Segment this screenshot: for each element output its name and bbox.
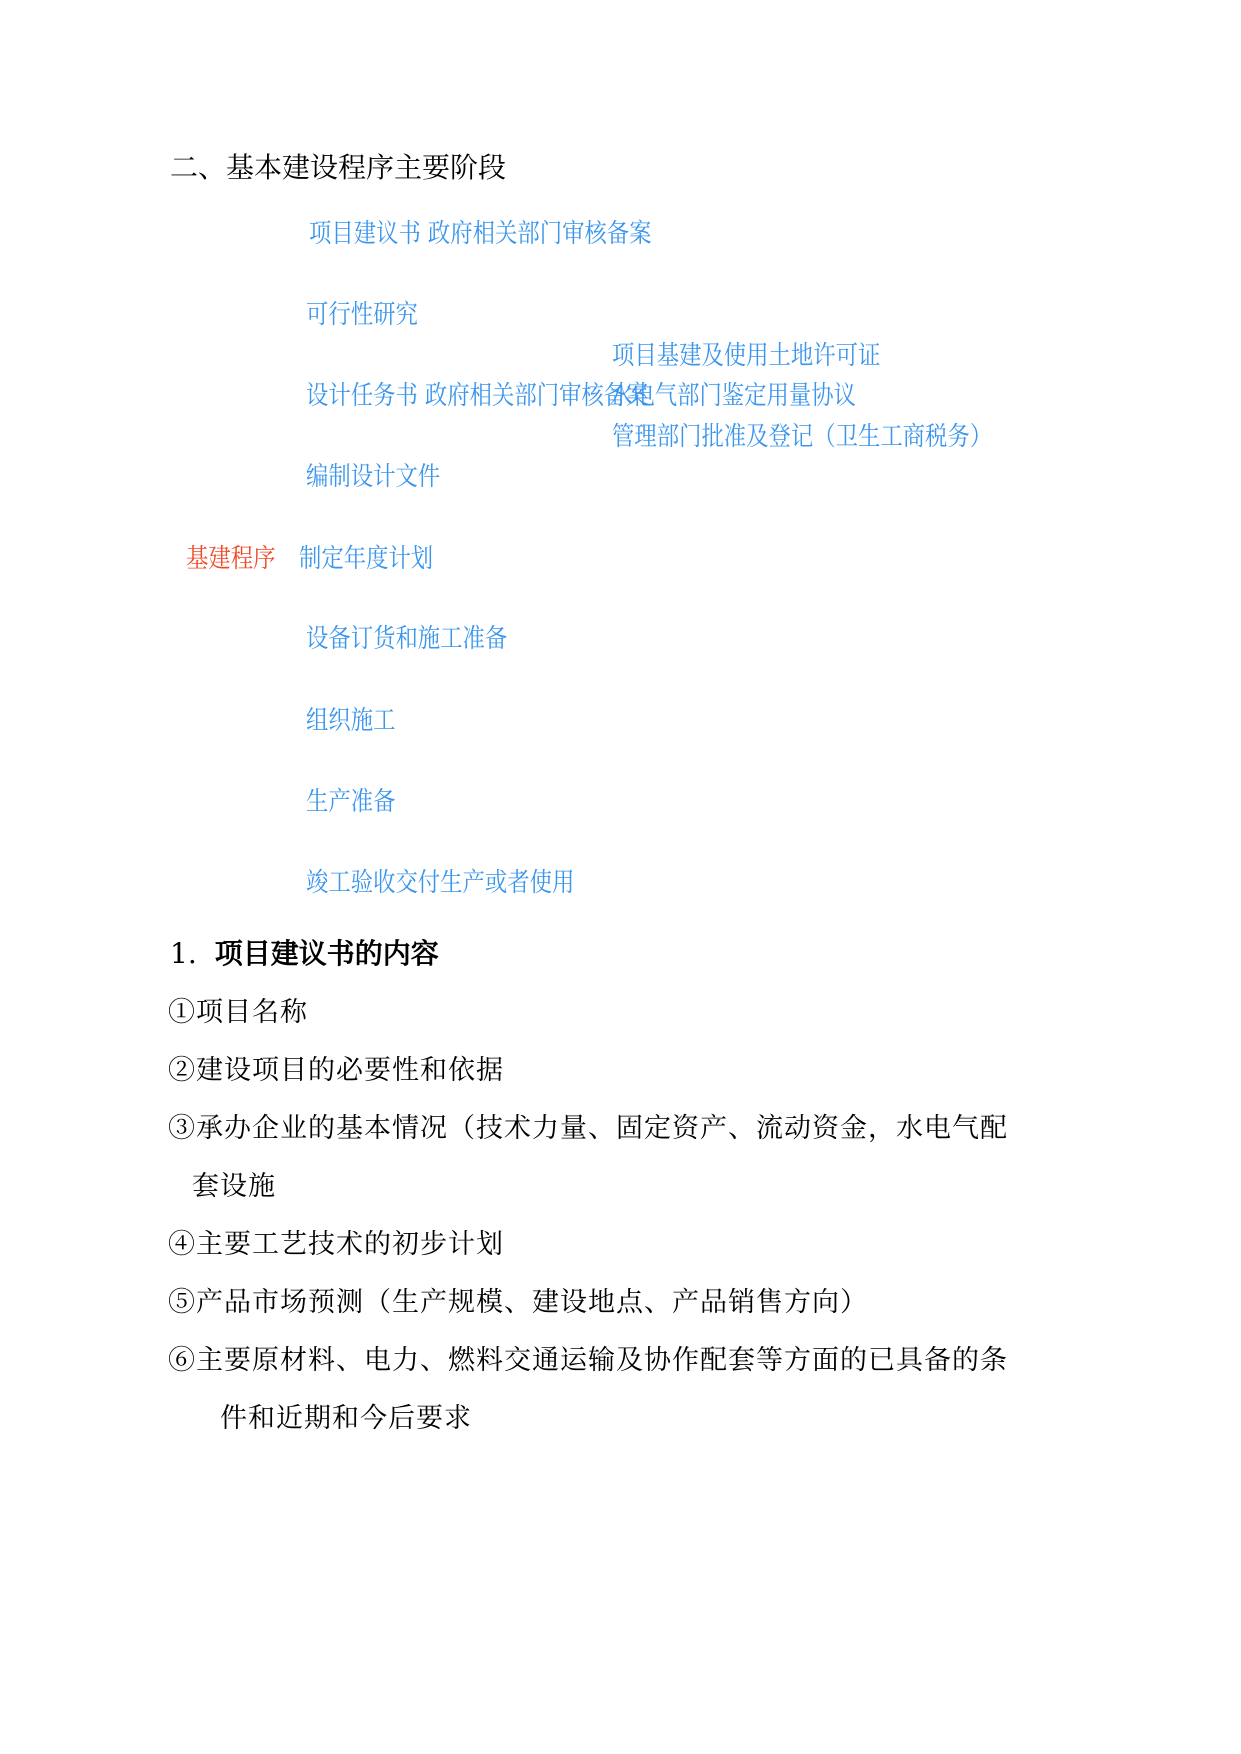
stage-project-proposal: 项目建议书 政府相关部门审核备案 xyxy=(309,219,652,249)
stage-design-task: 设计任务书 政府相关部门审核备案 xyxy=(306,381,649,411)
list-item: ⑤产品市场预测（生产规模、建设地点、产品销售方向） xyxy=(168,1287,868,1318)
side-note-registration: 管理部门批准及登记（卫生工商税务） xyxy=(612,422,993,452)
list-item: ⑥主要原材料、电力、燃料交通运输及协作配套等方面的已具备的条 xyxy=(168,1345,1008,1376)
subsection-heading xyxy=(170,932,439,972)
stage-annual-plan: 制定年度计划 xyxy=(299,544,434,574)
section-title: 二、基本建设程序主要阶段 xyxy=(170,151,507,184)
list-item-continuation: 件和近期和今后要求 xyxy=(220,1403,472,1434)
stage-feasibility-study: 可行性研究 xyxy=(306,300,418,330)
diagram-center-label: 基建程序 xyxy=(186,544,276,574)
side-note-utility-agreement: 水电气部门鉴定用量协议 xyxy=(610,381,856,411)
stage-acceptance: 竣工验收交付生产或者使用 xyxy=(306,868,575,898)
stage-production-prep: 生产准备 xyxy=(306,787,396,817)
list-item: ①项目名称 xyxy=(168,997,308,1028)
stage-equipment-ordering: 设备订货和施工准备 xyxy=(306,624,508,654)
list-item-continuation: 套设施 xyxy=(192,1171,276,1202)
subsection-number: 1. xyxy=(170,937,197,970)
list-item: ④主要工艺技术的初步计划 xyxy=(168,1229,504,1260)
stage-design-documents: 编制设计文件 xyxy=(306,462,441,492)
side-note-land-permit: 项目基建及使用土地许可证 xyxy=(612,341,881,371)
list-item: ③承办企业的基本情况（技术力量、固定资产、流动资金，水电气配 xyxy=(168,1113,1008,1144)
list-item: ②建设项目的必要性和依据 xyxy=(168,1055,504,1086)
subsection-title: 项目建议书的内容 xyxy=(214,937,439,970)
stage-construction: 组织施工 xyxy=(306,706,396,736)
